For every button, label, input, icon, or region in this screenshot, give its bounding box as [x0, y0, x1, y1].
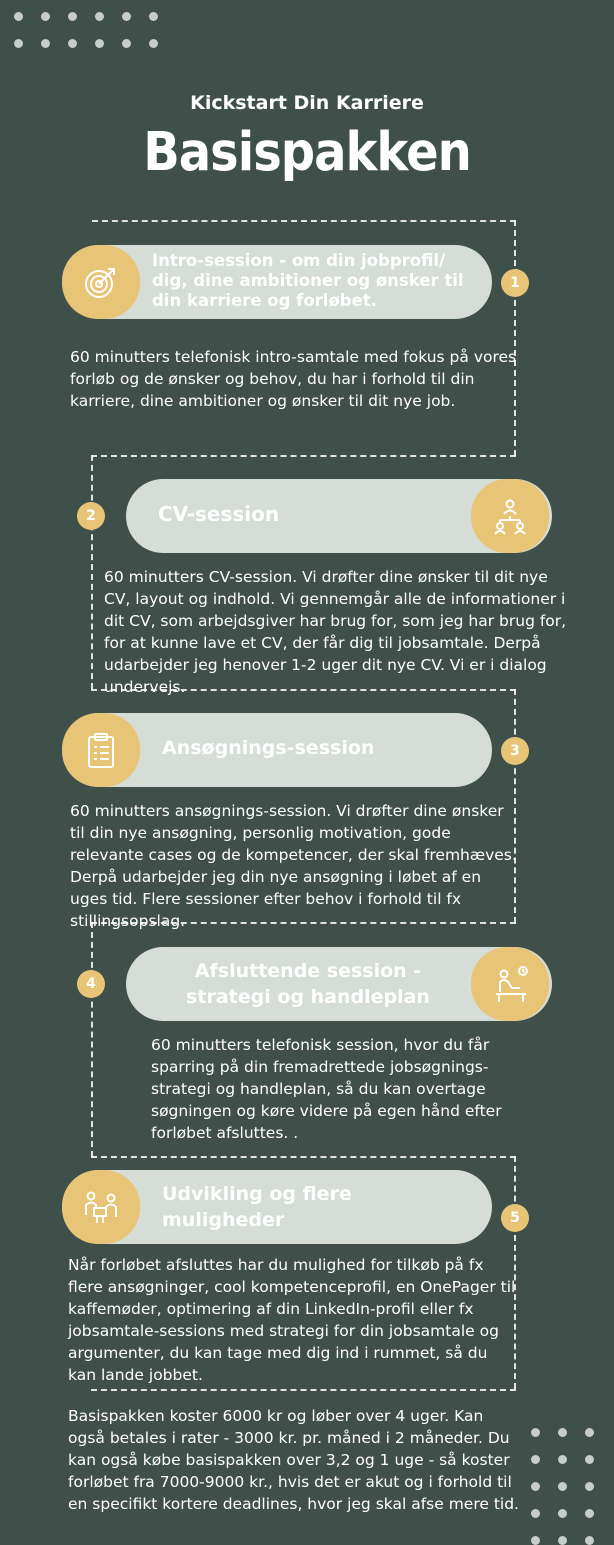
- connector-line: [91, 455, 93, 689]
- step-5-title: Udvikling og flere muligheder: [162, 1183, 352, 1231]
- decorative-dots-top-left: [14, 12, 176, 48]
- step-4-header: [126, 947, 552, 1021]
- step-4-description: 60 minutters telefonisk session, hvor du får sparring på din fremadrettede jobsøgnings-strategi og handleplan, så du kan overtage søgningen og køre videre på egen hånd efter forløbet afsluttes. .: [151, 1036, 502, 1142]
- decorative-dots-bottom-right: [531, 1428, 612, 1545]
- step-1-number-badge: 1: [501, 269, 529, 297]
- step-3-title: Ansøgnings-session: [162, 737, 375, 759]
- connector-line: [92, 220, 516, 222]
- step-3-description: 60 minutters ansøgnings-session. Vi drøfter dine ønsker til din nye ansøgning, personlig motivation, gode relevante cases og de kompetencer, der skal fremhæves. Derpå udarbejder jeg din nye ansøgning i løbet af en uges tid. Flere sessioner efter behov i forhold til fx stillingsopslag.: [70, 802, 517, 930]
- step-2-number-badge: 2: [77, 502, 105, 530]
- connector-line: [91, 1156, 516, 1158]
- step-2-header: [126, 479, 552, 553]
- step-3-number-badge: 3: [501, 737, 529, 765]
- desk-worker-icon: [471, 947, 549, 1021]
- org-chart-icon: [471, 479, 549, 553]
- step-3-header: [62, 713, 492, 787]
- step-1-header: [62, 245, 492, 319]
- connector-line: [514, 220, 516, 456]
- step-5-description: Når forløbet afsluttes har du mulighed for tilkøb på fx flere ansøgninger, cool kompetenceprofil, en OnePager til kaffemøder, optimering af din LinkedIn-profil eller fx jobsamtale-sessions med strategi for din jobsamtale og argumenter, du kan tage med dig ind i rummet, så du kan lande jobbet.: [68, 1256, 516, 1384]
- connector-line: [91, 922, 93, 1157]
- step-2-title: CV-session: [158, 502, 280, 526]
- step-4-title: Afsluttende session - strategi og handleplan: [186, 960, 430, 1008]
- header-subtitle: Kickstart Din Karriere: [190, 92, 424, 114]
- step-1-description: 60 minutters telefonisk intro-samtale med fokus på vores forløb og de ønsker og behov, du har i forhold til din karriere, dine ambitioner og ønsker til dit nye job.: [70, 348, 517, 410]
- page-title: Basispakken: [143, 120, 471, 184]
- clipboard-icon: [62, 713, 140, 787]
- step-4-number-badge: 4: [77, 970, 105, 998]
- pricing-text: Basispakken koster 6000 kr og løber over 4 uger. Kan også betales i rater - 3000 kr. pr. måned i 2 måneder. Du kan også købe basispakken over 3,2 og 1 uge - så koster forløbet fra 7000-9000 kr., hvis det er akut og i forhold til en specifikt kortere deadlines, hvor jeg skal afse mere tid.: [68, 1407, 519, 1513]
- step-2-description: 60 minutters CV-session. Vi drøfter dine ønsker til dit nye CV, layout og indhold. Vi gennemgår alle de informationer i dit CV, som arbejdsgiver har brug for, som jeg har brug for, for at kunne lave et CV, der får dig til jobsamtale. Derpå udarbejder jeg henover 1-2 uger dit nye CV. Vi er i dialog undervejs.: [104, 568, 567, 696]
- meeting-icon: [62, 1170, 140, 1244]
- step-5-header: [62, 1170, 492, 1244]
- target-icon: [62, 245, 140, 319]
- step-5-number-badge: 5: [501, 1204, 529, 1232]
- step-1-title: Intro-session - om din jobprofil/ dig, dine ambitioner og ønsker til din karriere og forløbet.: [152, 251, 464, 310]
- connector-line: [91, 1389, 516, 1391]
- connector-line: [91, 455, 516, 457]
